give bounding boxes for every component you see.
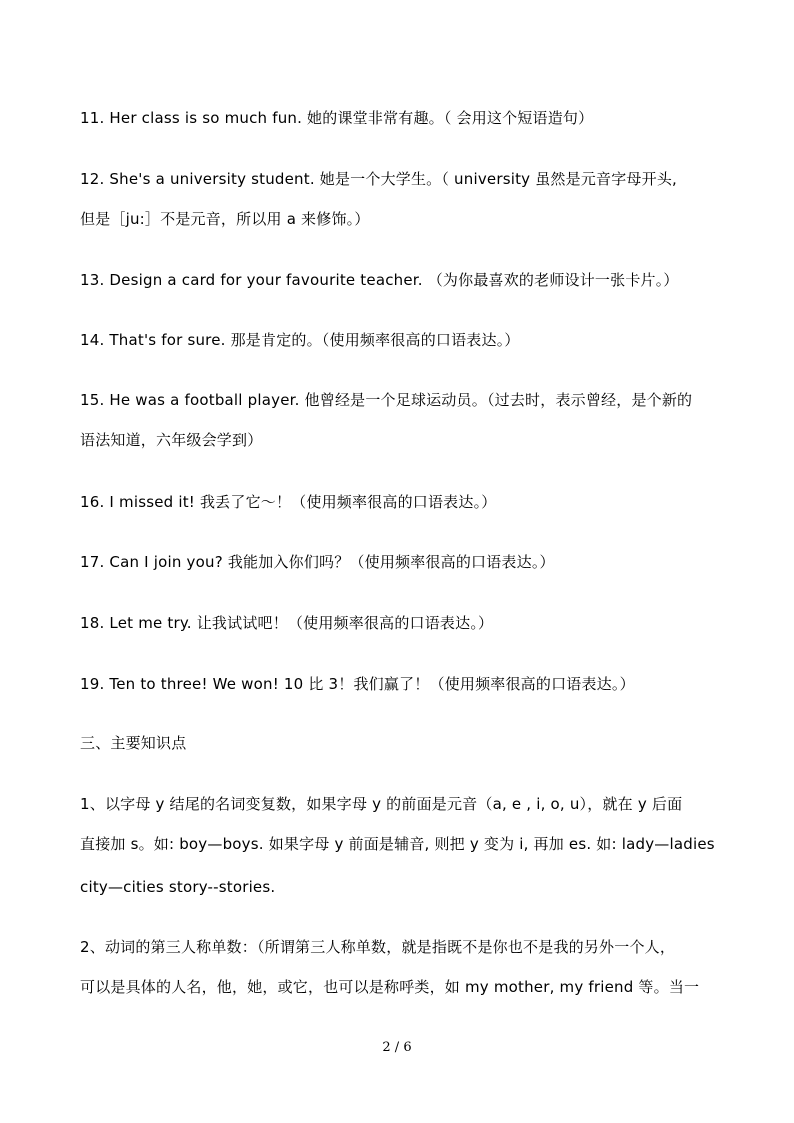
text-line-point-1-examples: city—cities story--stories. xyxy=(80,878,276,896)
text-line-item-12: 12. She's a university student. 她是一个大学生。（ university 虽然是元音字母开头, xyxy=(80,170,677,188)
text-line-item-15-cont: 语法知道，六年级会学到） xyxy=(80,431,263,449)
text-line-point-1: 1、以字母 y 结尾的名词变复数，如果字母 y 的前面是元音（a, e , i, o, u），就在 y 后面 xyxy=(80,795,683,813)
section-heading: 三、主要知识点 xyxy=(80,734,187,752)
text-line-item-16: 16. I missed it! 我丢了它～！（使用频率很高的口语表达。） xyxy=(80,493,497,511)
text-line-item-13: 13. Design a card for your favourite teacher. （为你最喜欢的老师设计一张卡片。） xyxy=(80,271,679,289)
text-line-point-2: 2、动词的第三人称单数：（所谓第三人称单数，就是指既不是你也不是我的另外一个人， xyxy=(80,938,676,956)
text-line-item-18: 18. Let me try. 让我试试吧！（使用频率很高的口语表达。） xyxy=(80,614,494,632)
text-line-point-1-cont: 直接加 s。如: boy—boys. 如果字母 y 前面是辅音, 则把 y 变为 i, 再加 es. 如: lady—ladies xyxy=(80,835,715,853)
text-line-item-14: 14. That's for sure. 那是肯定的。（使用频率很高的口语表达。） xyxy=(80,331,520,349)
text-line-item-17: 17. Can I join you? 我能加入你们吗？（使用频率很高的口语表达。） xyxy=(80,553,555,571)
text-line-item-19: 19. Ten to three! We won! 10 比 3！我们赢了！（使用频率很高的口语表达。） xyxy=(80,675,635,693)
text-line-item-15: 15. He was a football player. 他曾经是一个足球运动员。（过去时，表示曾经，是个新的 xyxy=(80,391,693,409)
page-number: 2 / 6 xyxy=(382,1040,412,1055)
text-line-item-11: 11. Her class is so much fun. 她的课堂非常有趣。（ 会用这个短语造句） xyxy=(80,109,594,127)
text-line-item-12-cont: 但是［ju:］不是元音，所以用 a 来修饰。） xyxy=(80,210,370,228)
text-line-point-2-cont: 可以是具体的人名，他，她，或它，也可以是称呼类，如 my mother, my friend 等。当一 xyxy=(80,978,700,996)
